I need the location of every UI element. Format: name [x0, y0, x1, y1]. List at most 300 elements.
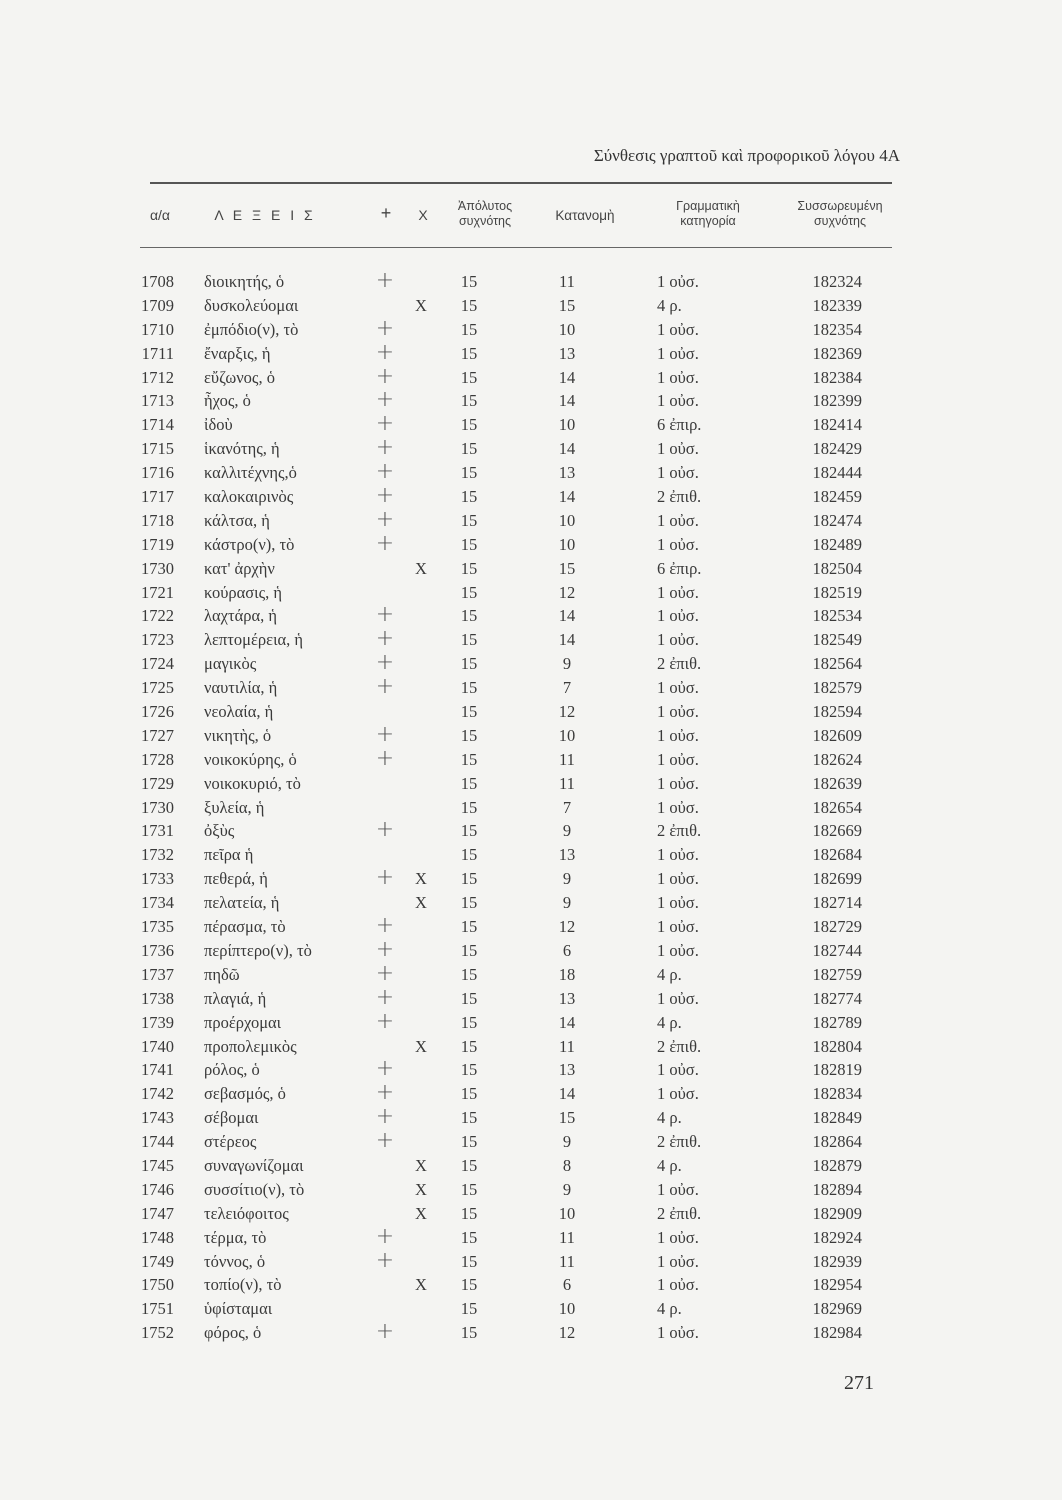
row-plus-mark: + — [375, 411, 395, 437]
header-top-rule — [150, 182, 892, 184]
row-absolute-frequency: 15 — [460, 893, 478, 913]
row-distribution: 14 — [558, 606, 576, 626]
row-absolute-frequency: 15 — [460, 773, 478, 793]
row-grammatical-category: 1 οὐσ. — [657, 1275, 699, 1295]
row-distribution: 13 — [558, 343, 576, 363]
row-cumulative-frequency: 182654 — [812, 797, 862, 817]
row-grammatical-category: 4 ρ. — [657, 1012, 682, 1032]
row-plus-mark: + — [375, 530, 395, 556]
row-number: 1730 — [141, 558, 174, 578]
row-absolute-frequency: 15 — [460, 1275, 478, 1295]
table-row — [0, 1104, 1062, 1132]
row-number: 1724 — [141, 654, 174, 674]
row-distribution: 14 — [558, 367, 576, 387]
row-grammatical-category: 4 ρ. — [657, 1108, 682, 1128]
column-header-distribution: Κατανομὴ — [555, 208, 615, 223]
row-distribution: 15 — [558, 1108, 576, 1128]
row-absolute-frequency: 15 — [460, 1084, 478, 1104]
row-word: νεολαία, ἡ — [204, 702, 274, 722]
row-word: εὔζωνος, ὁ — [204, 367, 275, 387]
row-absolute-frequency: 15 — [460, 725, 478, 745]
table-row — [0, 650, 1062, 678]
table-row — [0, 435, 1062, 463]
column-header-grammatical-category — [646, 199, 770, 229]
row-plus-mark: + — [375, 650, 395, 676]
row-word: πηδῶ — [204, 964, 240, 984]
row-absolute-frequency: 15 — [460, 1155, 478, 1175]
row-absolute-frequency: 15 — [460, 749, 478, 769]
row-number: 1735 — [141, 917, 174, 937]
row-distribution: 11 — [559, 1251, 575, 1271]
row-cumulative-frequency: 182414 — [812, 415, 862, 435]
page-number: 271 — [844, 1372, 874, 1394]
row-word: σέβομαι — [204, 1108, 259, 1128]
row-number: 1747 — [141, 1203, 174, 1223]
row-cumulative-frequency: 182714 — [812, 893, 862, 913]
row-plus-mark: + — [375, 1319, 395, 1345]
row-absolute-frequency: 15 — [460, 678, 478, 698]
row-plus-mark: + — [375, 1128, 395, 1154]
row-cumulative-frequency: 182759 — [812, 964, 862, 984]
row-plus-mark: + — [375, 865, 395, 891]
row-absolute-frequency: 15 — [460, 558, 478, 578]
row-number: 1744 — [141, 1132, 174, 1152]
row-number: 1728 — [141, 749, 174, 769]
table-row — [0, 1319, 1062, 1347]
row-word: κάστρο(ν), τὸ — [204, 534, 295, 554]
table-row — [0, 984, 1062, 1013]
row-word: καλλιτέχνης,ὁ — [204, 463, 297, 483]
row-cumulative-frequency: 182459 — [812, 487, 862, 507]
row-distribution: 8 — [562, 1155, 572, 1175]
row-distribution: 13 — [558, 988, 576, 1008]
row-distribution: 10 — [558, 725, 576, 745]
row-plus-mark: + — [375, 363, 395, 389]
row-grammatical-category: 1 οὐσ. — [657, 1323, 699, 1343]
table-row — [0, 483, 1062, 511]
row-grammatical-category: 1 οὐσ. — [657, 534, 699, 554]
row-word: τοπίο(ν), τὸ — [204, 1275, 282, 1295]
row-number: 1752 — [141, 1323, 174, 1343]
row-word: νοικοκυριό, τὸ — [204, 773, 301, 793]
row-word: ναυτιλία, ἡ — [204, 678, 278, 698]
row-absolute-frequency: 15 — [460, 582, 478, 602]
table-row — [0, 845, 1062, 869]
row-grammatical-category: 1 οὐσ. — [657, 1060, 699, 1080]
row-plus-mark: + — [375, 721, 395, 747]
table-row — [0, 506, 1062, 535]
row-x-mark: Χ — [415, 1036, 427, 1056]
row-word: συσσίτιο(ν), τὸ — [204, 1179, 305, 1199]
row-word: τόννος, ὁ — [204, 1251, 266, 1271]
row-absolute-frequency: 15 — [460, 1108, 478, 1128]
row-plus-mark: + — [375, 602, 395, 628]
row-plus-mark: + — [375, 936, 395, 962]
row-absolute-frequency: 15 — [460, 654, 478, 674]
row-number: 1723 — [141, 630, 174, 650]
row-cumulative-frequency: 182924 — [812, 1227, 862, 1247]
abs-line1: Ἀπόλυτος — [457, 199, 513, 213]
row-distribution: 9 — [562, 869, 572, 889]
column-header-aa: α/α — [149, 207, 171, 223]
row-absolute-frequency: 15 — [460, 821, 478, 841]
row-number: 1745 — [141, 1155, 174, 1175]
table-row — [0, 363, 1062, 392]
row-word: ἔναρξις, ἡ — [204, 343, 271, 363]
row-distribution: 12 — [558, 1323, 576, 1343]
row-distribution: 6 — [562, 1275, 572, 1295]
row-absolute-frequency: 15 — [460, 1323, 478, 1343]
row-word: δυσκολεύομαι — [204, 295, 299, 315]
table-row — [0, 1223, 1062, 1252]
row-cumulative-frequency: 182729 — [812, 917, 862, 937]
table-row — [0, 913, 1062, 941]
row-distribution: 7 — [562, 797, 572, 817]
row-distribution: 14 — [558, 487, 576, 507]
row-absolute-frequency: 15 — [460, 917, 478, 937]
row-absolute-frequency: 15 — [460, 439, 478, 459]
row-plus-mark: + — [375, 1104, 395, 1130]
row-distribution: 11 — [559, 1227, 575, 1247]
row-cumulative-frequency: 182969 — [812, 1299, 862, 1319]
row-absolute-frequency: 15 — [460, 1251, 478, 1271]
row-cumulative-frequency: 182879 — [812, 1155, 862, 1175]
row-grammatical-category: 1 οὐσ. — [657, 1227, 699, 1247]
row-cumulative-frequency: 182789 — [812, 1012, 862, 1032]
row-plus-mark: + — [375, 1008, 395, 1034]
row-word: πελατεία, ἡ — [204, 893, 280, 913]
row-number: 1711 — [141, 343, 174, 363]
row-distribution: 10 — [558, 534, 576, 554]
row-word: προέρχομαι — [204, 1012, 282, 1032]
row-word: λεπτομέρεια, ἡ — [204, 630, 304, 650]
row-distribution: 13 — [558, 463, 576, 483]
row-grammatical-category: 4 ρ. — [657, 964, 682, 984]
row-number: 1722 — [141, 606, 174, 626]
row-cumulative-frequency: 182744 — [812, 940, 862, 960]
row-grammatical-category: 1 οὐσ. — [657, 940, 699, 960]
row-word: ἱκανότης, ἡ — [204, 439, 280, 459]
row-x-mark: Χ — [415, 893, 427, 913]
row-plus-mark: + — [375, 483, 395, 509]
row-x-mark: Χ — [415, 558, 427, 578]
row-plus-mark: + — [375, 268, 395, 293]
row-word: συναγωνίζομαι — [204, 1155, 304, 1175]
row-absolute-frequency: 15 — [460, 845, 478, 865]
row-x-mark: Χ — [415, 295, 427, 315]
row-plus-mark: + — [375, 506, 395, 532]
row-absolute-frequency: 15 — [460, 343, 478, 363]
row-number: 1719 — [141, 534, 174, 554]
cum-line1: Συσσωρευμένη — [797, 199, 883, 213]
table-row — [0, 1156, 1062, 1180]
row-absolute-frequency: 15 — [460, 1060, 478, 1080]
table-row — [0, 459, 1062, 487]
row-plus-mark: + — [375, 960, 395, 986]
row-plus-mark: + — [375, 315, 395, 341]
row-number: 1750 — [141, 1275, 174, 1295]
row-cumulative-frequency: 182774 — [812, 988, 862, 1008]
row-grammatical-category: 2 ἐπιθ. — [657, 1132, 702, 1152]
row-distribution: 14 — [558, 630, 576, 650]
row-x-mark: Χ — [415, 1155, 427, 1175]
row-word: ρόλος, ὁ — [204, 1060, 260, 1080]
table-row — [0, 1008, 1062, 1037]
row-cumulative-frequency: 182399 — [812, 391, 862, 411]
row-plus-mark: + — [375, 1080, 395, 1106]
row-number: 1708 — [141, 272, 174, 291]
row-plus-mark: + — [375, 1223, 395, 1249]
row-grammatical-category: 2 ἐπιθ. — [657, 654, 702, 674]
row-word: μαγικὸς — [204, 654, 257, 674]
row-number: 1729 — [141, 773, 174, 793]
row-number: 1746 — [141, 1179, 174, 1199]
row-distribution: 6 — [562, 940, 572, 960]
row-number: 1714 — [141, 415, 174, 435]
row-grammatical-category: 1 οὐσ. — [657, 510, 699, 530]
table-row — [0, 583, 1062, 607]
row-grammatical-category: 1 οὐσ. — [657, 869, 699, 889]
table-row — [0, 745, 1062, 774]
row-absolute-frequency: 15 — [460, 869, 478, 889]
row-distribution: 10 — [558, 510, 576, 530]
row-word: καλοκαιρινὸς — [204, 487, 294, 507]
row-cumulative-frequency: 182549 — [812, 630, 862, 650]
row-number: 1730 — [141, 797, 174, 817]
row-absolute-frequency: 15 — [460, 1227, 478, 1247]
row-plus-mark: + — [375, 745, 395, 771]
row-grammatical-category: 1 οὐσ. — [657, 367, 699, 387]
row-cumulative-frequency: 182984 — [812, 1323, 862, 1343]
row-absolute-frequency: 15 — [460, 630, 478, 650]
row-plus-mark: + — [375, 674, 395, 700]
row-number: 1710 — [141, 319, 174, 339]
table-row — [0, 936, 1062, 965]
row-word: τελειόφοιτος — [204, 1203, 289, 1223]
row-grammatical-category: 1 οὐσ. — [657, 845, 699, 865]
row-number: 1749 — [141, 1251, 174, 1271]
row-word: νικητὴς, ὁ — [204, 725, 272, 745]
row-word: ἦχος, ὁ — [204, 391, 251, 411]
row-distribution: 14 — [558, 1012, 576, 1032]
table-row — [0, 315, 1062, 344]
row-cumulative-frequency: 182894 — [812, 1179, 862, 1199]
column-header-x: Χ — [418, 207, 428, 223]
row-word: ἐμπόδιο(ν), τὸ — [204, 319, 299, 339]
row-absolute-frequency: 15 — [460, 702, 478, 722]
row-absolute-frequency: 15 — [460, 1179, 478, 1199]
row-distribution: 13 — [558, 845, 576, 865]
row-number: 1737 — [141, 964, 174, 984]
row-grammatical-category: 1 οὐσ. — [657, 319, 699, 339]
row-cumulative-frequency: 182384 — [812, 367, 862, 387]
row-grammatical-category: 6 ἐπιρ. — [657, 415, 702, 435]
row-distribution: 11 — [559, 749, 575, 769]
row-grammatical-category: 2 ἐπιθ. — [657, 487, 702, 507]
row-word: νοικοκύρης, ὁ — [204, 749, 297, 769]
row-word: πεῖρα ἡ — [204, 845, 254, 865]
row-grammatical-category: 1 οὐσ. — [657, 606, 699, 626]
row-distribution: 9 — [562, 1179, 572, 1199]
row-distribution: 7 — [562, 678, 572, 698]
row-plus-mark: + — [375, 387, 395, 413]
row-cumulative-frequency: 182579 — [812, 678, 862, 698]
row-distribution: 9 — [562, 654, 572, 674]
row-distribution: 13 — [558, 1060, 576, 1080]
row-x-mark: Χ — [415, 1179, 427, 1199]
row-cumulative-frequency: 182909 — [812, 1203, 862, 1223]
table-row — [0, 1299, 1062, 1323]
table-row — [0, 602, 1062, 630]
row-grammatical-category: 1 οὐσ. — [657, 797, 699, 817]
table-row — [0, 1180, 1062, 1204]
row-plus-mark: + — [375, 817, 395, 843]
row-distribution: 9 — [562, 821, 572, 841]
row-grammatical-category: 1 οὐσ. — [657, 582, 699, 602]
row-cumulative-frequency: 182954 — [812, 1275, 862, 1295]
row-cumulative-frequency: 182684 — [812, 845, 862, 865]
row-absolute-frequency: 15 — [460, 1036, 478, 1056]
row-plus-mark: + — [375, 1056, 395, 1082]
row-grammatical-category: 1 οὐσ. — [657, 917, 699, 937]
row-number: 1739 — [141, 1012, 174, 1032]
row-distribution: 15 — [558, 295, 576, 315]
column-header-cumulative-frequency — [780, 199, 900, 229]
row-absolute-frequency: 15 — [460, 797, 478, 817]
row-cumulative-frequency: 182669 — [812, 821, 862, 841]
row-grammatical-category: 2 ἐπιθ. — [657, 1036, 702, 1056]
row-number: 1726 — [141, 702, 174, 722]
row-cumulative-frequency: 182804 — [812, 1036, 862, 1056]
row-word: περίπτερο(ν), τὸ — [204, 940, 312, 960]
row-absolute-frequency: 15 — [460, 510, 478, 530]
row-cumulative-frequency: 182534 — [812, 606, 862, 626]
row-word: τέρμα, τὸ — [204, 1227, 267, 1247]
row-distribution: 12 — [558, 917, 576, 937]
row-number: 1751 — [141, 1299, 174, 1319]
row-number: 1734 — [141, 893, 174, 913]
row-word: πέρασμα, τὸ — [204, 917, 286, 937]
row-plus-mark: + — [375, 984, 395, 1010]
row-cumulative-frequency: 182474 — [812, 510, 862, 530]
abs-line2: συχνότης — [458, 214, 512, 228]
row-cumulative-frequency: 182339 — [812, 295, 862, 315]
table-row — [0, 387, 1062, 415]
row-number: 1713 — [141, 391, 174, 411]
row-plus-mark: + — [375, 339, 395, 365]
table-row — [0, 268, 1062, 296]
row-absolute-frequency: 15 — [460, 295, 478, 315]
row-word: κατ' ἀρχὴν — [204, 558, 275, 578]
row-distribution: 11 — [559, 272, 575, 291]
row-grammatical-category: 1 οὐσ. — [657, 343, 699, 363]
table-row — [0, 702, 1062, 726]
row-distribution: 11 — [559, 773, 575, 793]
row-number: 1731 — [141, 821, 174, 841]
row-plus-mark: + — [375, 435, 395, 461]
table-row — [0, 817, 1062, 845]
row-grammatical-category: 2 ἐπιθ. — [657, 1203, 702, 1223]
row-grammatical-category: 1 οὐσ. — [657, 725, 699, 745]
row-number: 1733 — [141, 869, 174, 889]
row-distribution: 10 — [558, 1299, 576, 1319]
table-row — [0, 559, 1062, 583]
row-plus-mark: + — [375, 626, 395, 652]
row-cumulative-frequency: 182429 — [812, 439, 862, 459]
row-number: 1742 — [141, 1084, 174, 1104]
row-distribution: 10 — [558, 319, 576, 339]
row-distribution: 15 — [558, 558, 576, 578]
row-cumulative-frequency: 182594 — [812, 702, 862, 722]
frequency-table — [0, 268, 1062, 1347]
row-distribution: 9 — [562, 1132, 572, 1152]
row-grammatical-category: 4 ρ. — [657, 1155, 682, 1175]
row-distribution: 14 — [558, 1084, 576, 1104]
row-number: 1721 — [141, 582, 174, 602]
row-cumulative-frequency: 182639 — [812, 773, 862, 793]
table-row — [0, 411, 1062, 439]
column-header-absolute-frequency — [436, 199, 534, 229]
table-row — [0, 1275, 1062, 1299]
row-number: 1743 — [141, 1108, 174, 1128]
page-header: Σύνθεσις γραπτοῦ καὶ προφορικοῦ λόγου 4Α — [593, 146, 900, 165]
row-word: προπολεμικὸς — [204, 1036, 297, 1056]
row-x-mark: Χ — [415, 869, 427, 889]
row-cumulative-frequency: 182564 — [812, 654, 862, 674]
row-word: στέρεος — [204, 1132, 257, 1152]
row-grammatical-category: 1 οὐσ. — [657, 773, 699, 793]
row-absolute-frequency: 15 — [460, 1299, 478, 1319]
row-cumulative-frequency: 182864 — [812, 1132, 862, 1152]
row-plus-mark: + — [375, 913, 395, 939]
row-grammatical-category: 1 οὐσ. — [657, 893, 699, 913]
table-row — [0, 893, 1062, 917]
row-absolute-frequency: 15 — [460, 319, 478, 339]
row-cumulative-frequency: 182504 — [812, 558, 862, 578]
row-word: ὑφίσταμαι — [204, 1299, 273, 1319]
row-cumulative-frequency: 182834 — [812, 1084, 862, 1104]
row-number: 1738 — [141, 988, 174, 1008]
table-row — [0, 798, 1062, 822]
row-word: λαχτάρα, ἡ — [204, 606, 278, 626]
row-word: πεθερά, ἡ — [204, 869, 268, 889]
row-word: ὀξὺς — [204, 821, 235, 841]
row-grammatical-category: 2 ἐπιθ. — [657, 821, 702, 841]
row-word: κάλτσα, ἡ — [204, 510, 270, 530]
row-distribution: 10 — [558, 415, 576, 435]
table-row — [0, 865, 1062, 893]
row-number: 1725 — [141, 678, 174, 698]
row-number: 1736 — [141, 940, 174, 960]
row-word: κούρασις, ἡ — [204, 582, 282, 602]
row-grammatical-category: 1 οὐσ. — [657, 988, 699, 1008]
row-distribution: 14 — [558, 391, 576, 411]
row-cumulative-frequency: 182699 — [812, 869, 862, 889]
row-grammatical-category: 4 ρ. — [657, 295, 682, 315]
table-row — [0, 296, 1062, 320]
row-word: ἰδοὺ — [204, 415, 233, 435]
row-cumulative-frequency: 182624 — [812, 749, 862, 769]
row-number: 1718 — [141, 510, 174, 530]
row-number: 1716 — [141, 463, 174, 483]
row-number: 1709 — [141, 295, 174, 315]
table-row — [0, 721, 1062, 750]
column-header-plus: + — [380, 203, 392, 223]
row-number: 1740 — [141, 1036, 174, 1056]
row-absolute-frequency: 15 — [460, 534, 478, 554]
row-word: ξυλεία, ἡ — [204, 797, 265, 817]
table-row — [0, 626, 1062, 654]
